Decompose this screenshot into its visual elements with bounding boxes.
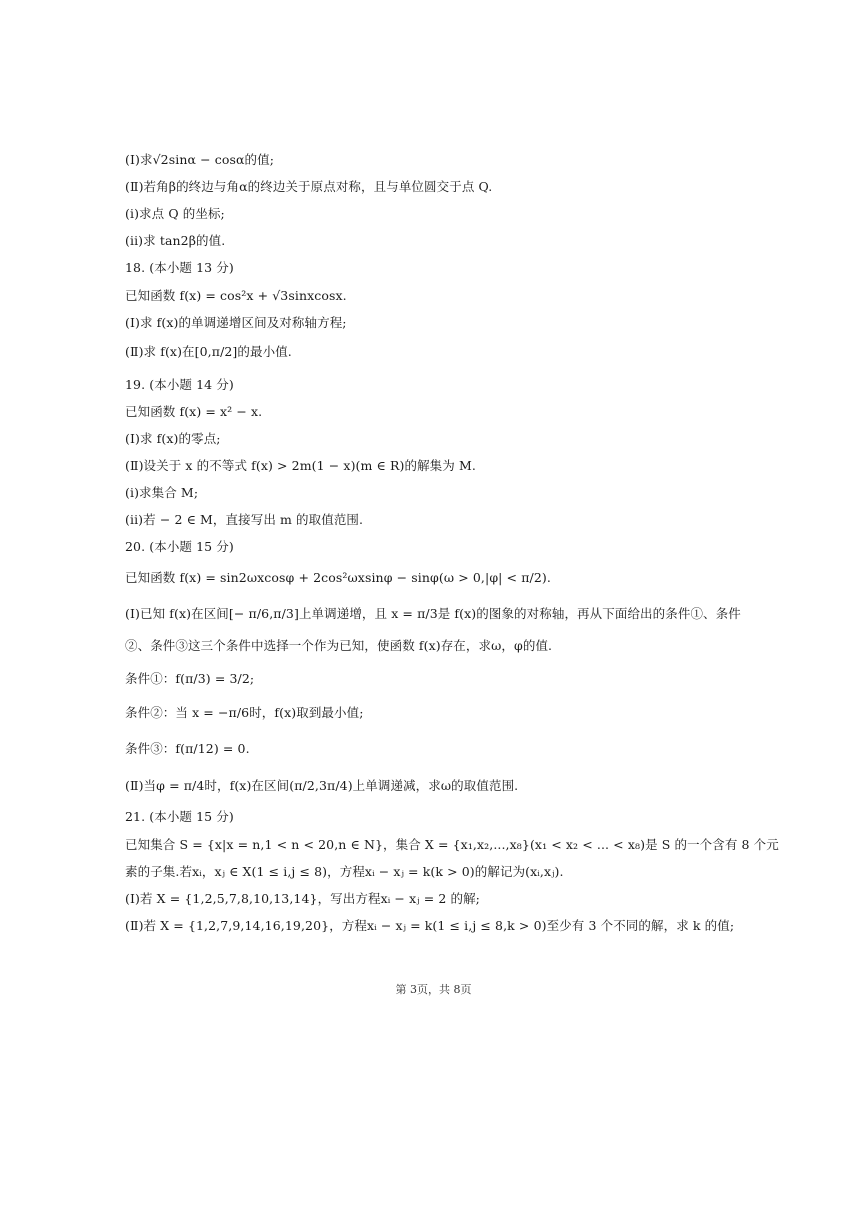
text-line: (i)求点 Q 的坐标; xyxy=(125,206,225,221)
text-line: (Ⅰ)求 f(x)的零点; xyxy=(125,431,221,446)
text-line: 已知函数 f(x) = x² − x. xyxy=(125,404,263,419)
text-line: (Ⅱ)设关于 x 的不等式 f(x) > 2m(1 − x)(m ∈ R)的解集为 M. xyxy=(125,458,476,473)
text-line: (Ⅱ)若角β的终边与角α的终边关于原点对称，且与单位圆交于点 Q. xyxy=(125,179,493,194)
question-heading: 21. (本小题 15 分) xyxy=(125,809,234,824)
page-footer: 第 3页，共 8页 xyxy=(395,983,472,996)
text-line: 已知集合 S = {x|x = n,1 < n < 20,n ∈ N}，集合 X = {x₁,x₂,...,x₈}(x₁ < x₂ < ... < x₈)是 S 的一个含有 8 个元 xyxy=(125,837,779,852)
text-line: (Ⅱ)当φ = π/4时，f(x)在区间(π/2,3π/4)上单调递减，求ω的取值范围. xyxy=(125,778,519,793)
text-line: (Ⅰ)求 f(x)的单调递增区间及对称轴方程; xyxy=(125,315,347,330)
text-line: (Ⅱ)求 f(x)在[0,π/2]的最小值. xyxy=(125,344,292,359)
text-line: (Ⅰ)已知 f(x)在区间[− π/6,π/3]上单调递增，且 x = π/3是 f(x)的图象的对称轴，再从下面给出的条件①、条件 xyxy=(125,606,741,621)
question-heading: 19. (本小题 14 分) xyxy=(125,377,234,392)
text-line: (Ⅱ)若 X = {1,2,7,9,14,16,19,20}，方程xᵢ − xⱼ = k(1 ≤ i,j ≤ 8,k > 0)至少有 3 个不同的解，求 k 的值; xyxy=(125,918,735,933)
question-heading: 18. (本小题 13 分) xyxy=(125,260,234,275)
text-line: 已知函数 f(x) = cos²x + √3sinxcosx. xyxy=(125,288,347,303)
text-line: (ii)求 tan2β的值. xyxy=(125,233,226,248)
text-line: (i)求集合 M; xyxy=(125,485,199,500)
text-line: 条件②：当 x = −π/6时，f(x)取到最小值; xyxy=(125,705,364,720)
text-line: ②、条件③这三个条件中选择一个作为已知，使函数 f(x)存在，求ω，φ的值. xyxy=(125,638,553,653)
text-line: 条件①：f(π/3) = 3/2; xyxy=(125,671,255,686)
text-line: (ii)若 − 2 ∈ M，直接写出 m 的取值范围. xyxy=(125,512,364,527)
text-line: 素的子集.若xᵢ，xⱼ ∈ X(1 ≤ i,j ≤ 8)，方程xᵢ − xⱼ = k(k > 0)的解记为(xᵢ,xⱼ). xyxy=(125,864,564,879)
text-line: 条件③：f(π/12) = 0. xyxy=(125,741,250,756)
text-line: 已知函数 f(x) = sin2ωxcosφ + 2cos²ωxsinφ − sinφ(ω > 0,|φ| < π/2). xyxy=(125,570,551,585)
text-line: (Ⅰ)若 X = {1,2,5,7,8,10,13,14}，写出方程xᵢ − xⱼ = 2 的解; xyxy=(125,891,480,906)
question-heading: 20. (本小题 15 分) xyxy=(125,539,234,554)
text-line: (Ⅰ)求√2sinα − cosα的值; xyxy=(125,152,275,167)
